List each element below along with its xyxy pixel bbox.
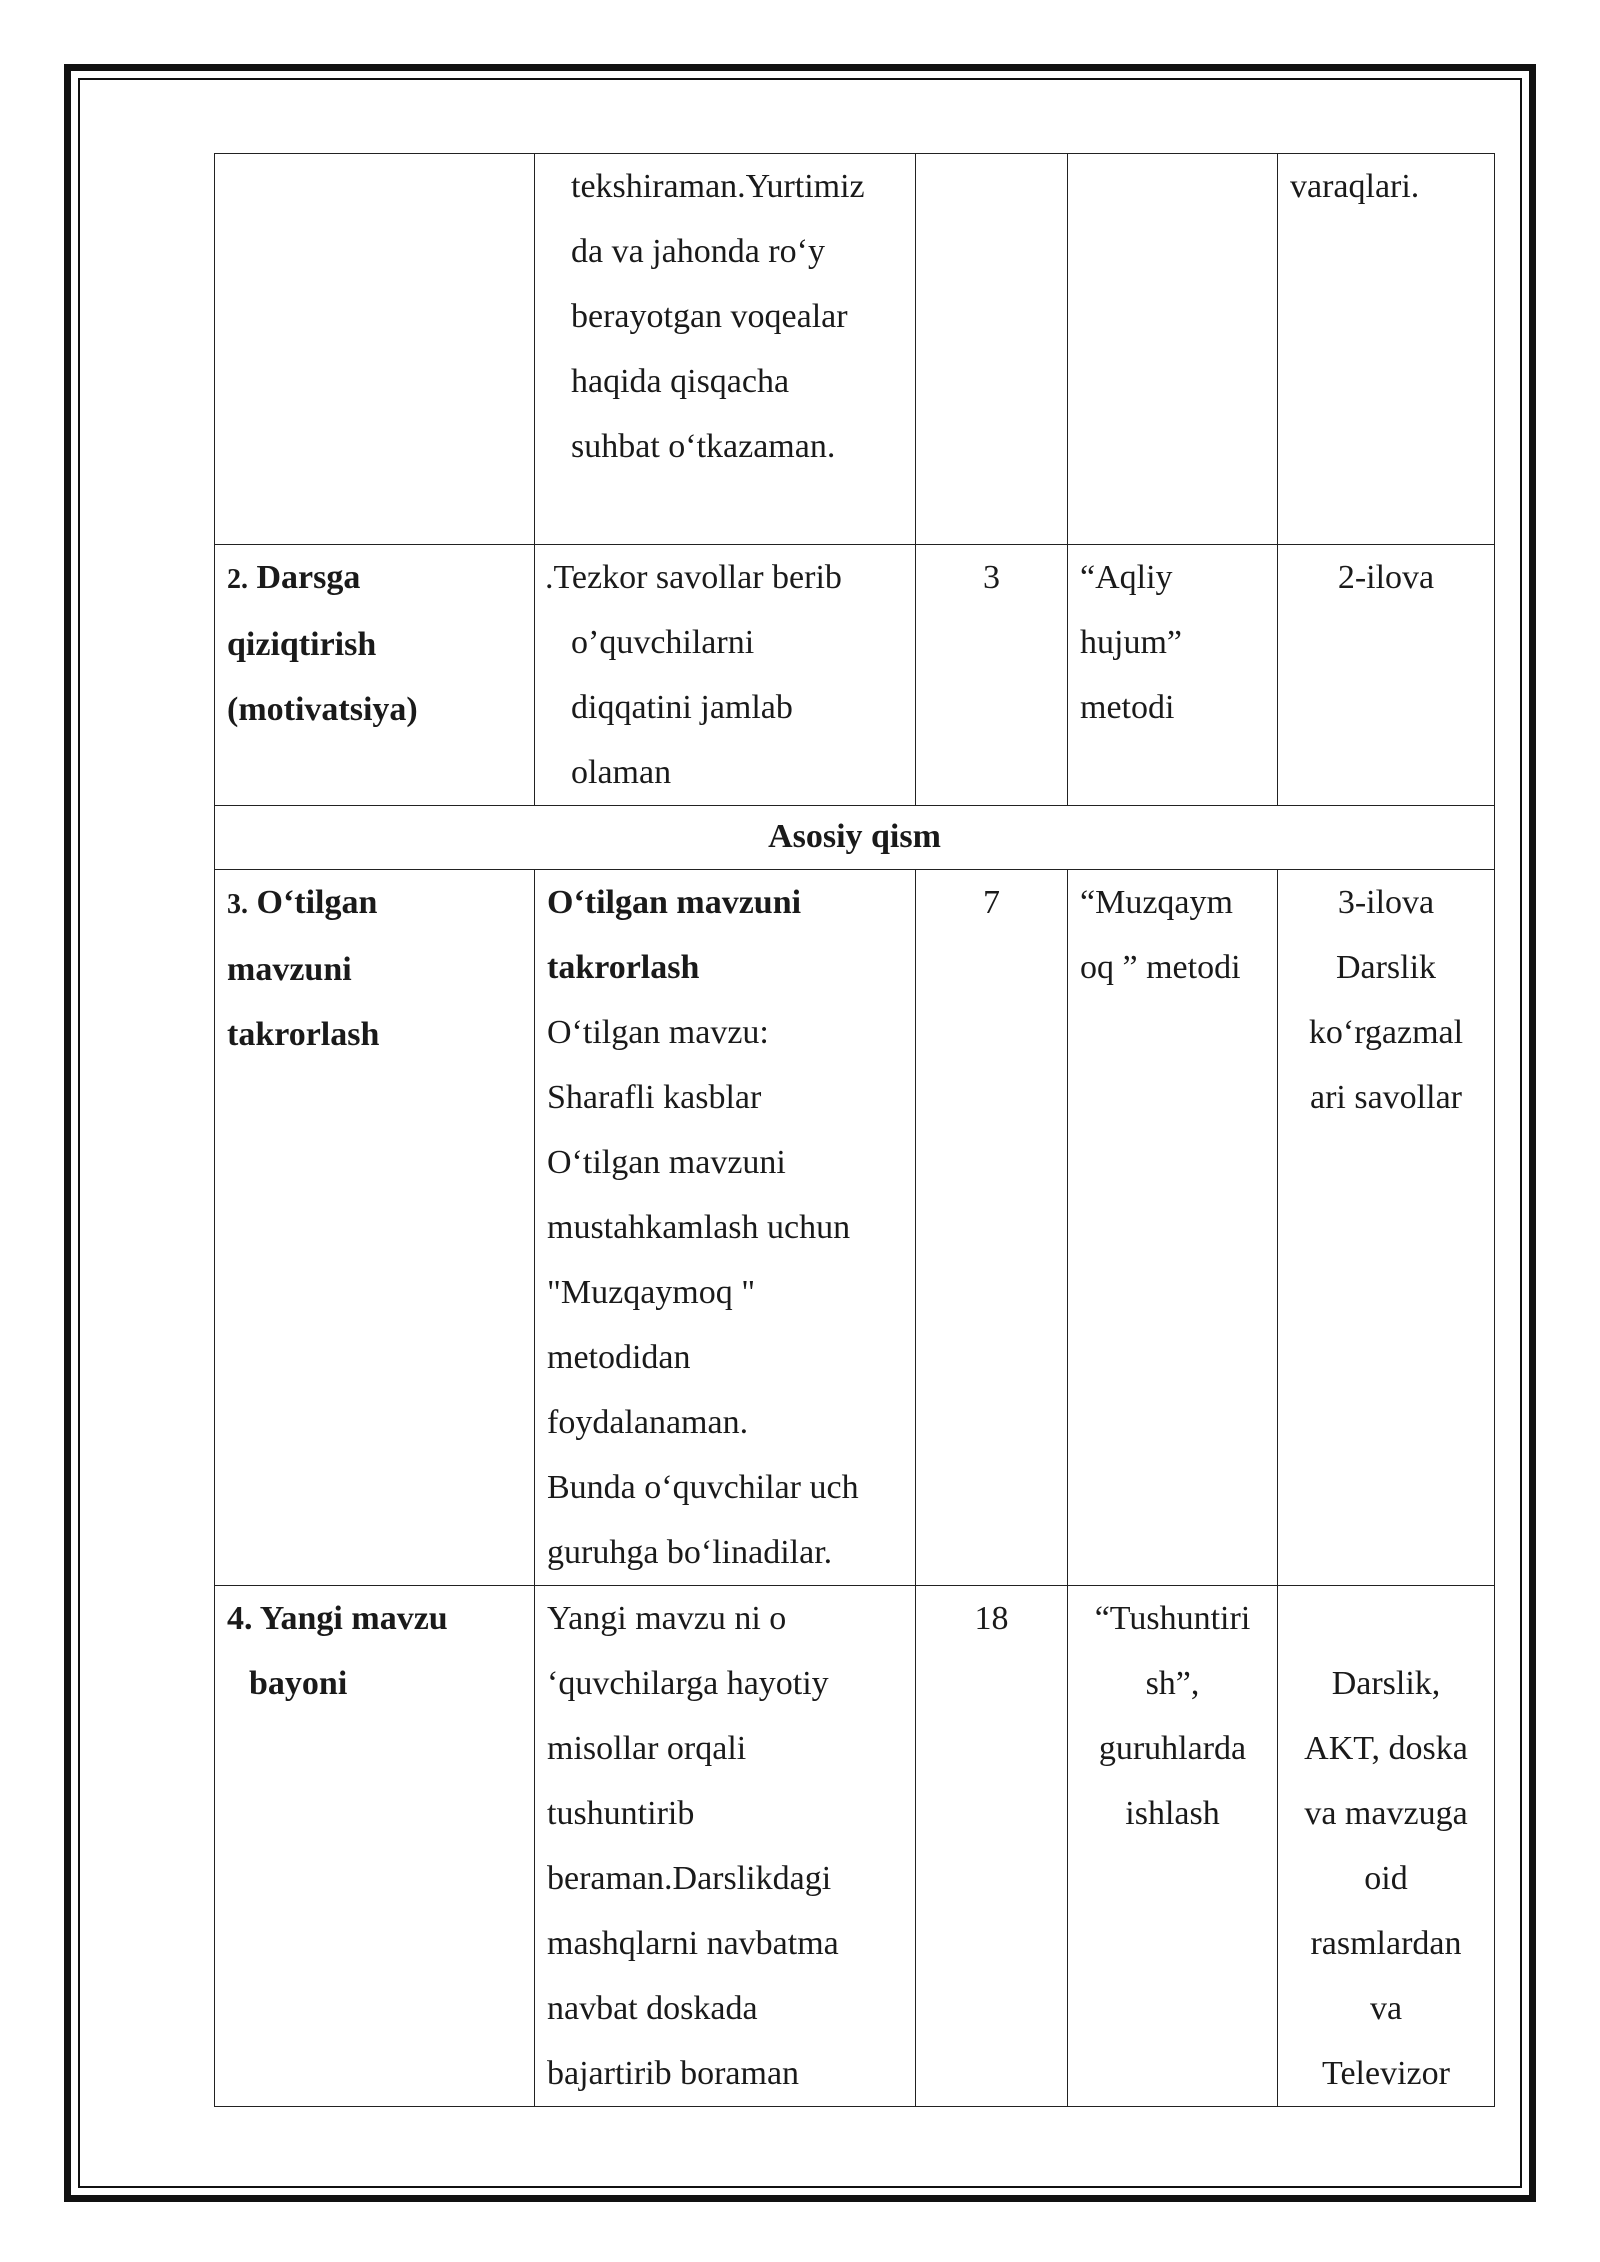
activity-line: ‘quvchilarga hayotiy [547,1665,829,1702]
activity-line: suhbat o‘tkazaman. [571,428,836,465]
method-line: “Muzqaym [1080,884,1233,921]
activity-cell [535,1586,916,2107]
resource-line: va [1369,1990,1403,2027]
activity-heading-line: O‘tilgan mavzuni [547,884,802,921]
resource-line: ko‘rgazmal [1308,1014,1464,1051]
activity-line: misollar orqali [547,1730,747,1767]
activity-line: da va jahonda ro‘y [571,233,825,270]
method-line: “Aqliy [1080,559,1173,596]
time-cell: 18 [916,1586,1068,2107]
resource-cell [1278,154,1495,545]
method-cell [1068,154,1278,545]
table-row [215,154,1495,545]
activity-line: O‘tilgan mavzuni [547,1144,786,1181]
method-line: guruhlarda [1098,1730,1247,1767]
activity-line: navbat doskada [547,1990,758,2027]
stage-line: takrorlash [227,1016,380,1053]
resource-line: AKT, doska [1304,1730,1468,1767]
activity-line: metodidan [547,1339,691,1376]
activity-line: guruhga bo‘linadilar. [547,1534,833,1571]
stage-number: 3. [227,889,248,920]
lesson-plan-table [214,153,1495,2107]
activity-cell [535,870,916,1586]
resource-line: oid [1364,1860,1408,1897]
method-line: hujum” [1080,624,1182,661]
stage-number: 2. [227,564,248,595]
activity-line: mashqlarni navbatma [547,1925,839,1962]
resource-line: Darslik, [1331,1665,1441,1702]
activity-line: haqida qisqacha [571,363,790,400]
stage-cell [215,870,535,1586]
stage-line: qiziqtirish [227,626,377,663]
activity-line: Bunda o‘quvchilar uch [547,1469,859,1506]
stage-line: mavzuni [227,951,352,988]
method-line: sh”, [1145,1665,1200,1702]
activity-line: olaman [571,754,672,791]
activity-line: berayotgan voqealar [571,298,848,335]
activity-line: Sharafli kasblar [547,1079,762,1116]
activity-line: diqqatini jamlab [571,689,793,726]
resource-line: rasmlardan [1310,1925,1462,1962]
activity-line: O‘tilgan mavzu: [547,1014,769,1051]
activity-line: foydalanaman. [547,1404,749,1441]
stage-line: Darsga [256,559,361,596]
activity-line: o’quvchilarni [571,624,755,661]
activity-line: .Tezkor savollar berib [545,559,842,596]
method-cell [1068,1586,1278,2107]
stage-line: bayoni [249,1665,348,1702]
stage-cell [215,1586,535,2107]
activity-line: tekshiraman.Yurtimiz [571,168,865,205]
activity-heading-line: takrorlash [547,949,700,986]
resource-cell [1278,870,1495,1586]
activity-line: "Muzqaymoq " [547,1274,756,1311]
section-header-row [215,806,1495,870]
resource-line: 3-ilova [1337,884,1435,921]
resource-cell [1278,545,1495,806]
time-cell: 3 [916,545,1068,806]
section-title: Asosiy qism [215,806,1495,870]
time-cell [916,154,1068,545]
stage-line: (motivatsiya) [227,691,418,728]
method-line: “Tushuntiri [1094,1600,1251,1637]
table-row [215,870,1495,1586]
method-line: oq ” metodi [1080,949,1241,986]
activity-cell [535,545,916,806]
stage-line: O‘tilgan [256,884,378,921]
method-line: metodi [1080,689,1175,726]
stage-line: 4. Yangi mavzu [227,1600,448,1637]
activity-line: bajartirib boraman [547,2055,800,2092]
resource-line: va mavzuga [1304,1795,1468,1832]
time-cell: 7 [916,870,1068,1586]
stage-cell [215,154,535,545]
activity-line: tushuntirib [547,1795,695,1832]
resource-line: 2-ilova [1337,559,1435,596]
activity-line: mustahkamlash uchun [547,1209,851,1246]
table-row [215,545,1495,806]
table-row [215,1586,1495,2107]
resource-line: ari savollar [1310,1079,1462,1116]
activity-line: Yangi mavzu ni o [547,1600,787,1637]
resource-line: Televizor [1322,2055,1450,2092]
method-line: ishlash [1125,1795,1220,1832]
method-cell [1068,870,1278,1586]
method-cell [1068,545,1278,806]
activity-line: beraman.Darslikdagi [547,1860,832,1897]
stage-cell [215,545,535,806]
activity-cell [535,154,916,545]
resource-line: varaqlari. [1290,168,1420,205]
resource-line: Darslik [1335,949,1437,986]
resource-cell [1278,1586,1495,2107]
